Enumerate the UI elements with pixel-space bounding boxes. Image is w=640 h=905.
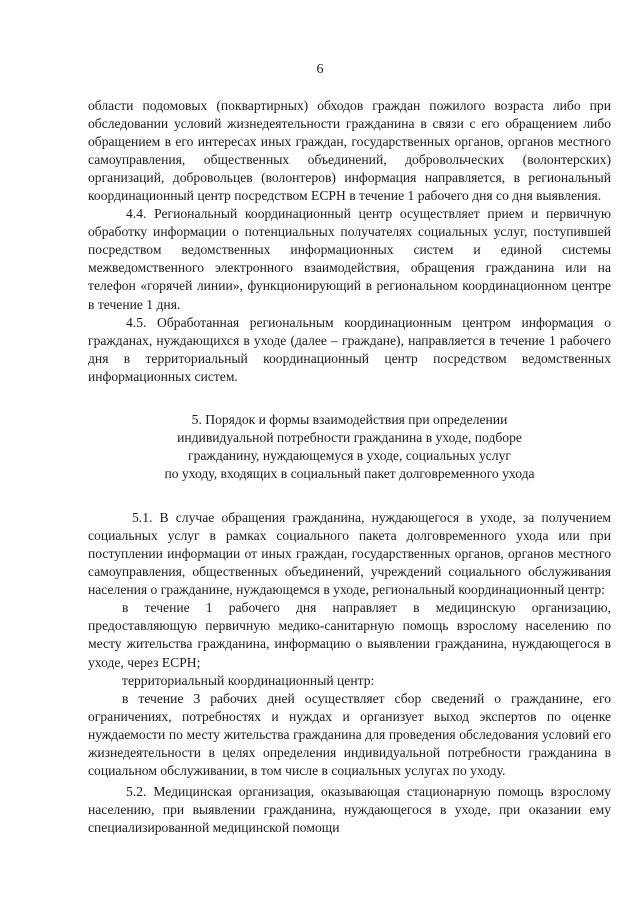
page-number: 6 (316, 62, 324, 77)
paragraph-5-1-item-2: территориальный координационный центр: (122, 672, 375, 688)
document-body (88, 97, 611, 837)
paragraph-5-1-item-1: в течение 1 рабочего дня направляет в медицинскую организацию, предоставляющую первичную медико-санитарную помощь взрослому населению по месту жительства гражданина, информацию о выявлении гражданина, нуждающегося в уходе, через ЕСРН; (88, 600, 611, 670)
heading-line: 5. Порядок и формы взаимодействия при определении (191, 411, 508, 427)
paragraph-5-2: 5.2. Медицинская организация, оказывающая стационарную помощь взрослому населению, при выявлении гражданина, нуждающегося в уходе, при оказании ему специализированной медицинской помощи (88, 783, 611, 835)
heading-line: по уходу, входящих в социальный пакет долговременного ухода (164, 466, 535, 482)
paragraph-4-4: 4.4. Региональный координационный центр осуществляет прием и первичную обработку информации о потенциальных получателях социальных услуг, поступившей посредством ведомственных информационных систем и единой системы межведомственного электронного взаимодействия, обращения гражданина или на телефон «горячей линии», функционирующий в региональном координационном центре в течение 1 дня. (88, 206, 611, 312)
heading-line: гражданину, нуждающемуся в уходе, социальных услуг (188, 447, 511, 463)
paragraph-5-1: 5.1. В случае обращения гражданина, нуждающегося в уходе, за получением социальных услуг в рамках социального пакета долговременного ухода или при поступлении информации от иных граждан, государственных органов, органов местного самоуправления, общественных объединений, учреждений социального обслуживания населения о гражданине, нуждающемся в уходе, региональный координационный центр: (88, 510, 611, 598)
paragraph-4-5: 4.5. Обработанная региональным координационным центром информация о гражданах, нуждающихся в уходе (далее – граждане), направляется в течение 1 рабочего дня в территориальный координационный центр посредством ведомственных информационных систем. (88, 314, 611, 384)
section-5-heading (88, 411, 611, 483)
paragraph-continuation: области подомовых (поквартирных) обходов граждан пожилого возраста либо при обследовании условий жизнедеятельности гражданина в связи с его обращением либо обращением в его интересах иных граждан, государственных органов, органов местного самоуправления, общественных объединений, добровольческих (волонтерских) организаций, добровольцев (волонтеров) информация направляется, в региональный координационный центр посредством ЕСРН в течение 1 рабочего дня со дня выявления. (88, 98, 611, 204)
heading-line: индивидуальной потребности гражданина в уходе, подборе (177, 429, 522, 445)
paragraph-5-1-item-3: в течение 3 рабочих дней осуществляет сбор сведений о гражданине, его ограничениях, потребностях и нуждах и организует выход экспертов по оценке нуждаемости по месту жительства гражданина для проведения обследования условий его жизнедеятельности в целях определения индивидуальной потребности гражданина в социальном обслуживании, в том числе в социальных услугах по уходу. (88, 690, 611, 778)
